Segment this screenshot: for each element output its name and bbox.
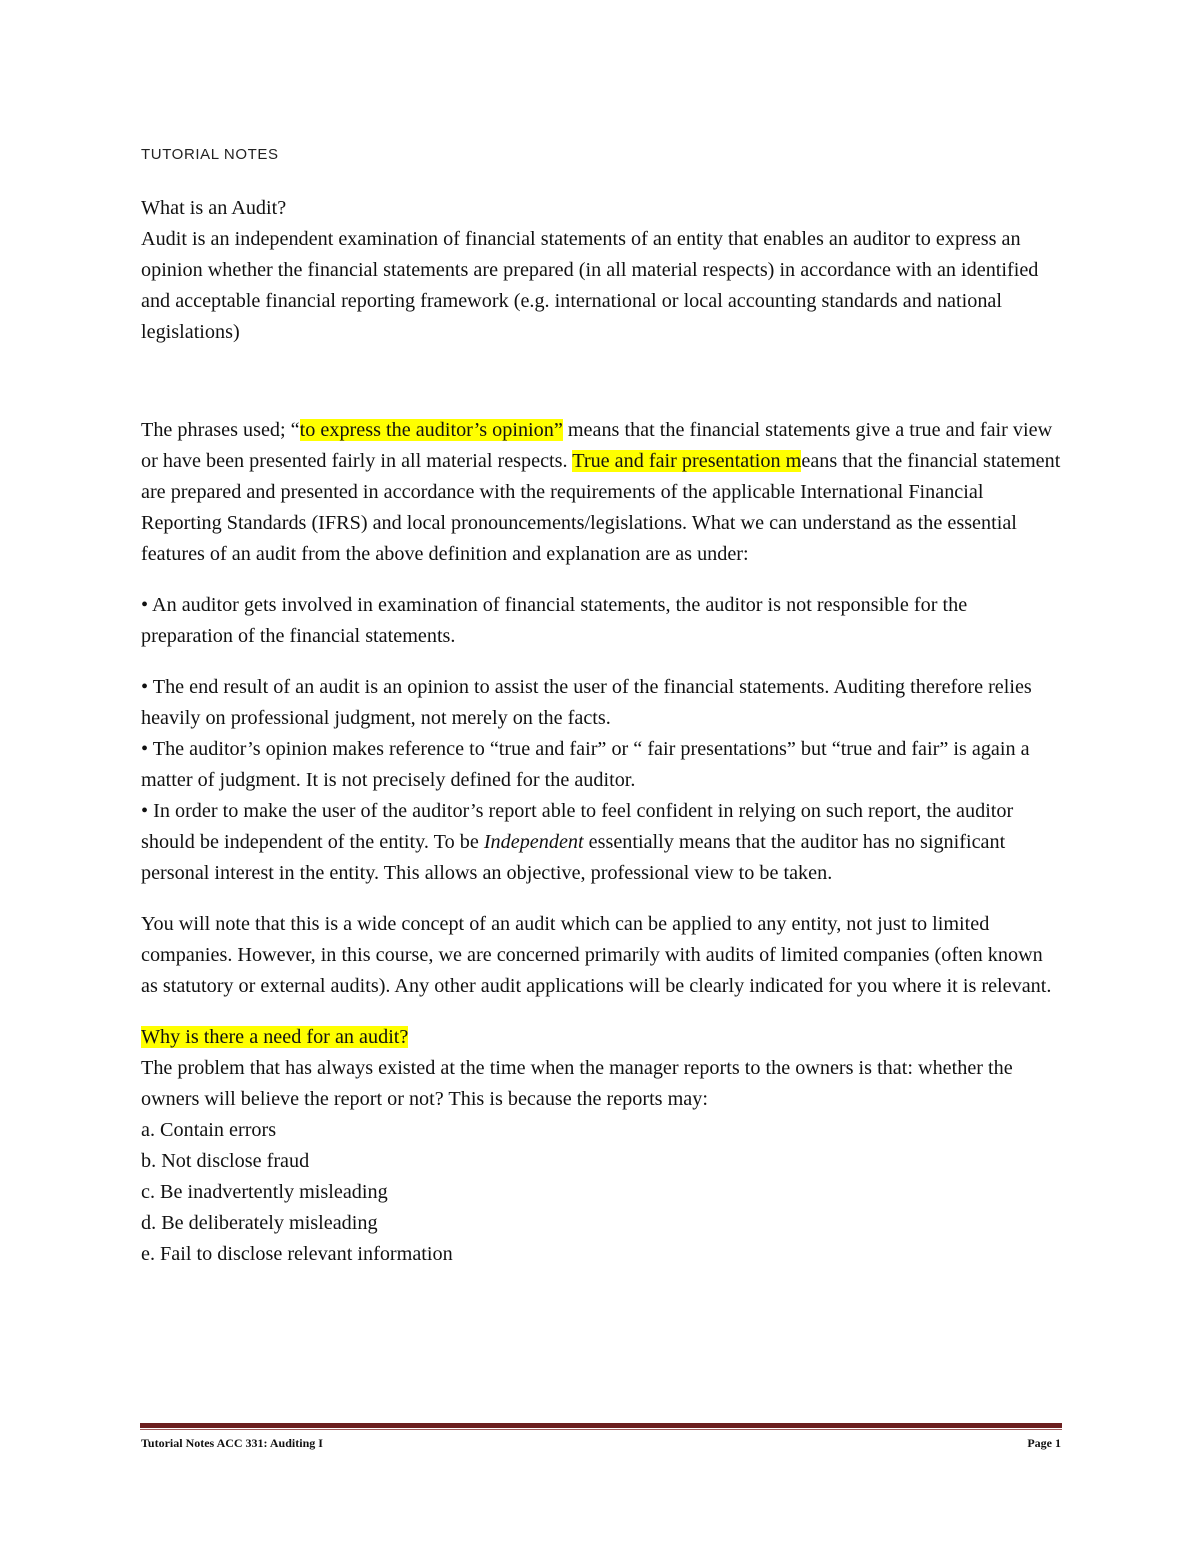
- independent-emphasis: Independent: [483, 831, 584, 853]
- phrases-text-1: The phrases used; “: [141, 419, 300, 441]
- list-item: b. Not disclose fraud: [141, 1150, 310, 1172]
- section-title-what-is-audit: What is an Audit?: [141, 197, 287, 219]
- highlight-need-for-audit: Why is there a need for an audit?: [141, 1026, 409, 1048]
- footer-rule: [140, 1423, 1062, 1428]
- bullet-item-examination: • An auditor gets involved in examination of financial statements, the auditor is not responsible for the preparation of the financial statements.: [141, 594, 968, 647]
- highlight-true-and-fair: True and fair presentation m: [572, 450, 802, 472]
- list-item: e. Fail to disclose relevant information: [141, 1243, 453, 1265]
- footer-rule-thin: [140, 1429, 1062, 1430]
- need-for-audit-paragraph: The problem that has always existed at the time when the manager reports to the owners is that: whether the owners will believe the report or not? This is because the reports may:: [141, 1057, 1013, 1110]
- wide-concept-paragraph: You will note that this is a wide concept of an audit which can be applied to any entity, not just to limited companies. However, in this course, we are concerned primarily with audits of limited companies (often known as statutory or external audits). Any other audit applications will be clearly indicated for you where it is relevant.: [141, 913, 1052, 997]
- bullet-item-true-and-fair: • The auditor’s opinion makes reference to “true and fair” or “ fair presentations” but “true and fair” is again a matter of judgment. It is not precisely defined for the auditor.: [141, 738, 1030, 791]
- independence-text-2: essentially means that the auditor has no significant personal interest in the entity. This allows an objective, professional view to be taken.: [141, 831, 1006, 884]
- document-body: [141, 193, 1061, 1270]
- list-item: a. Contain errors: [141, 1119, 277, 1141]
- audit-definition-paragraph: Audit is an independent examination of financial statements of an entity that enables an auditor to express an opinion whether the financial statements are prepared (in all material respects) in accordance with an identified and acceptable financial reporting framework (e.g. international or local accounting standards and national legislations): [141, 228, 1039, 343]
- phrases-text-2: means that the financial statements give a true and fair view or have been presented fairly in all material respects.: [141, 419, 1053, 472]
- highlight-auditor-opinion: to express the auditor’s opinion”: [299, 419, 563, 441]
- footer-page-number: Page 1: [1027, 1436, 1061, 1450]
- list-item: d. Be deliberately misleading: [141, 1212, 378, 1234]
- independence-text-1: • In order to make the user of the auditor’s report able to feel confident in relying on such report, the auditor should be independent of the entity. To be: [141, 800, 1014, 853]
- phrases-text-3: eans that the financial statement are prepared and presented in accordance with the requirements of the applicable International Financial Reporting Standards (IFRS) and local pronouncements/legislations. What we can understand as the essential features of an audit from the above definition and explanation are as under:: [141, 450, 1061, 565]
- footer-course-title: Tutorial Notes ACC 331: Auditing I: [141, 1436, 323, 1450]
- bullet-item-opinion: • The end result of an audit is an opinion to assist the user of the financial statements. Auditing therefore relies heavily on professional judgment, not merely on the facts.: [141, 676, 1032, 729]
- bullet-item-independence: [141, 796, 1061, 889]
- phrases-paragraph: [141, 415, 1061, 570]
- document-header: TUTORIAL NOTES: [141, 146, 279, 163]
- list-item: c. Be inadvertently misleading: [141, 1181, 388, 1203]
- section-title-need-for-audit: [141, 1022, 1061, 1053]
